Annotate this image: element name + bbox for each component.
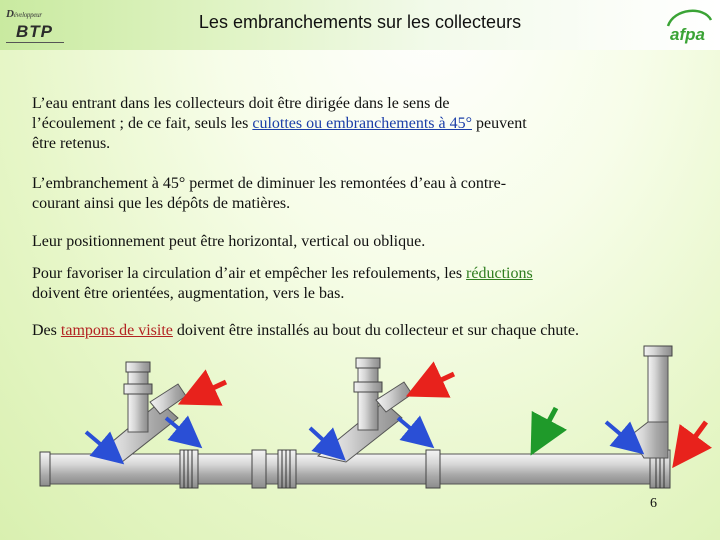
vertical-chute — [630, 346, 672, 458]
paragraph-3: Leur positionnement peut être horizontal, vertical ou oblique. — [32, 233, 426, 250]
developpeur-btp-logo: Développeur BTP — [6, 8, 68, 44]
main-collector — [40, 450, 670, 488]
paragraph-1: L’eau entrant dans les collecteurs doit être dirigée dans le sens de l’écoulement ; de ce fait, seuls les culottes ou embranchements à 45° peuvent être retenus. — [32, 95, 527, 152]
link-reductions[interactable]: réductions — [466, 265, 533, 282]
pipe-diagram — [0, 340, 720, 500]
link-tampons-de-visite[interactable]: tampons de visite — [60, 322, 173, 339]
page-title: Les embranchements sur les collecteurs — [198, 12, 522, 32]
paragraph-5: Des tampons de visite doivent être installés au bout du collecteur et sur chaque chute. — [32, 322, 579, 339]
link-culottes[interactable]: culottes ou embranchements à 45° — [252, 115, 473, 132]
paragraph-4: Pour favoriser la circulation d’air et empêcher les refoulements, les réductions doivent être orientées, augmentation, vers le bas. — [32, 265, 533, 302]
branch-45-1 — [95, 362, 186, 462]
page-number: 6 — [650, 496, 657, 511]
paragraph-2: L’embranchement à 45° permet de diminuer les remontées d’eau à contre- courant ainsi que les dépôts de matières. — [32, 175, 507, 212]
green-arrow-icon — [540, 408, 556, 438]
afpa-logo — [664, 4, 714, 48]
svg-text:afpa: afpa — [670, 25, 705, 44]
